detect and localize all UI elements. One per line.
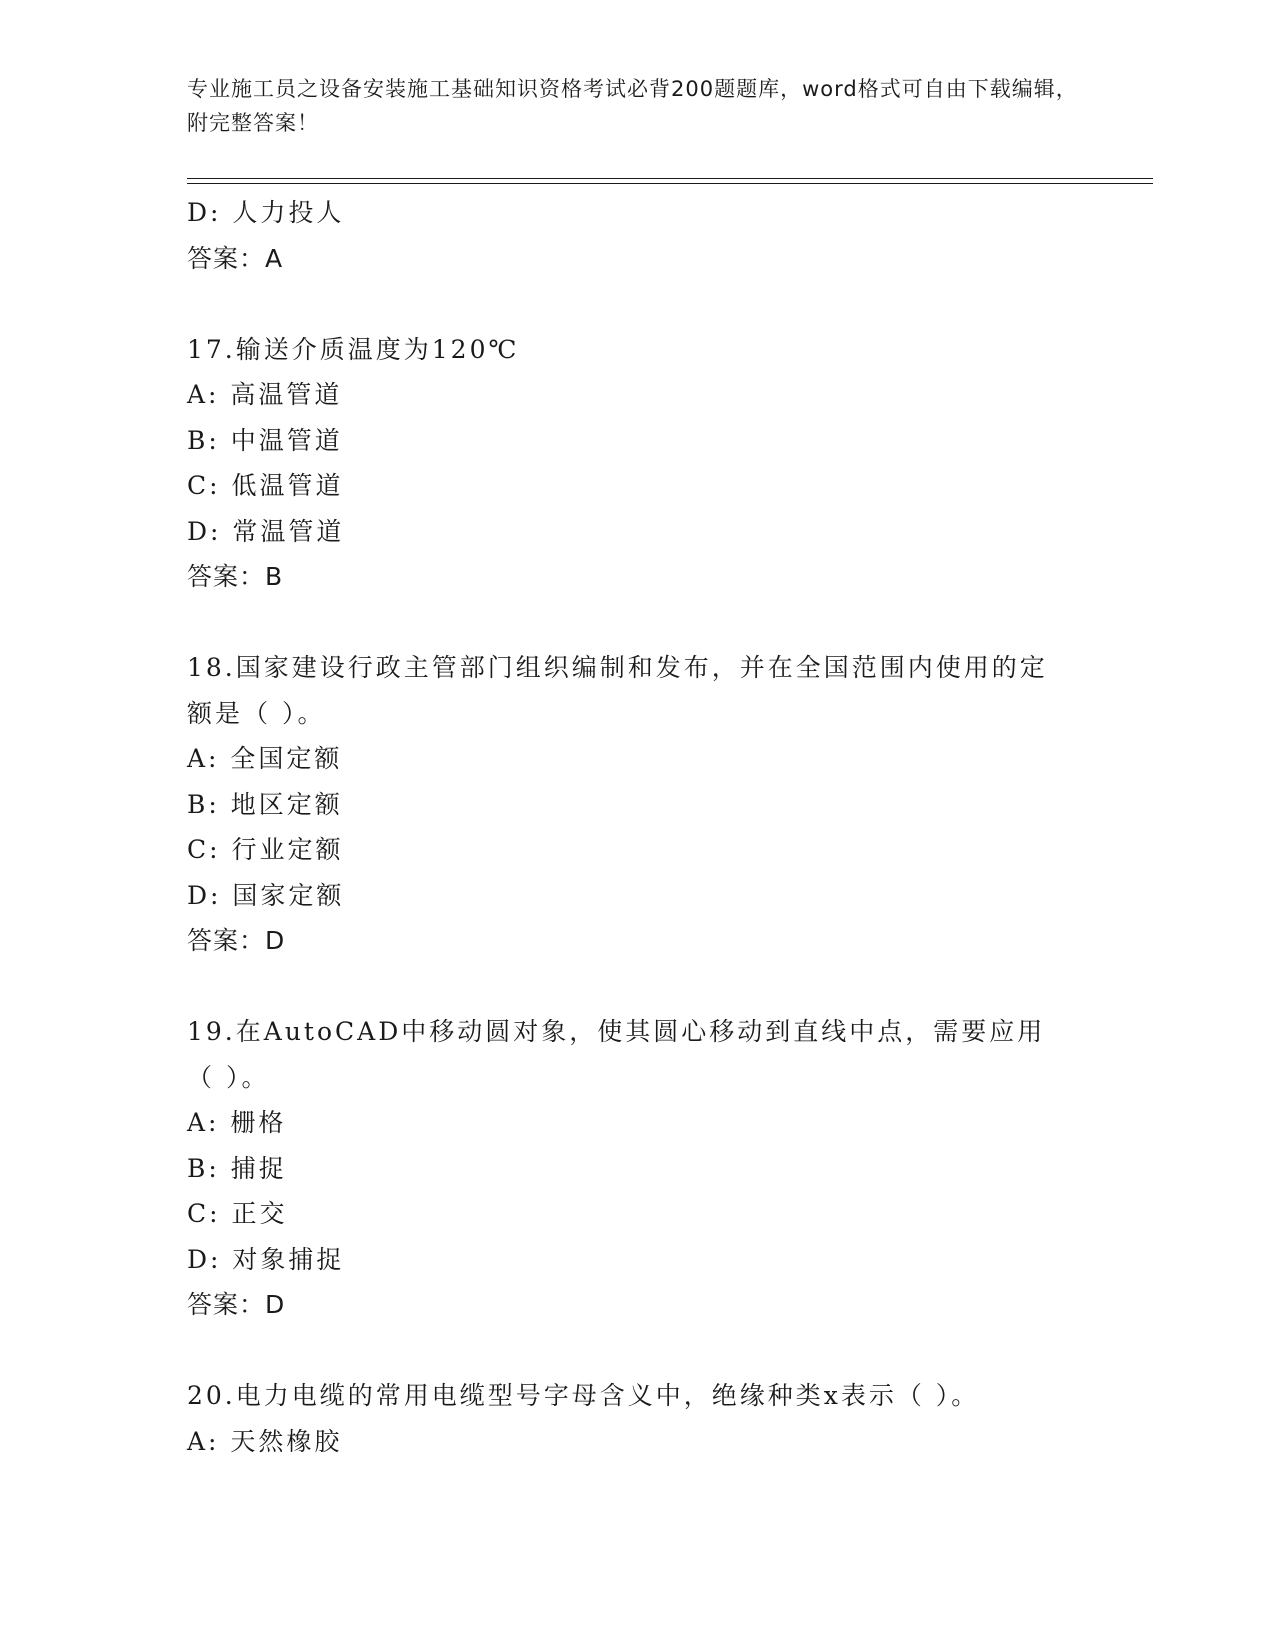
answer: 答案：D — [187, 926, 286, 955]
document-header: 专业施工员之设备安装施工基础知识资格考试必背200题题库，word格式可自由下载编辑，附完整答案！ — [187, 77, 1078, 135]
option-b: B: 中温管道 — [187, 425, 343, 455]
prev-option-d: D: 人力投人 — [187, 198, 345, 227]
prev-answer: 答案：A — [187, 243, 284, 273]
question-stem: 19.在AutoCAD中移动圆对象，使其圆心移动到直线中点，需要应用（ ）。 — [187, 1017, 1046, 1092]
option-a: A: 全国定额 — [187, 744, 343, 773]
question-18 — [187, 645, 1087, 964]
option-a: A: 天然橡胶 — [187, 1426, 343, 1456]
question-list — [187, 190, 1087, 1464]
header-rule-top — [187, 178, 1153, 179]
answer: 答案：B — [187, 562, 284, 591]
option-a: A: 高温管道 — [187, 380, 343, 409]
question-19 — [187, 1009, 1087, 1328]
question-stem: 17.输送介质温度为120℃ — [187, 334, 520, 364]
option-d: D: 常温管道 — [187, 516, 345, 546]
question-17 — [187, 327, 1087, 600]
question-20 — [187, 1373, 1087, 1464]
option-d: D: 国家定额 — [187, 880, 345, 910]
option-a: A: 栅格 — [187, 1108, 287, 1137]
option-d: D: 对象捕捉 — [187, 1244, 345, 1274]
option-b: B: 地区定额 — [187, 789, 343, 819]
option-b: B: 捕捉 — [187, 1153, 287, 1183]
option-c: C: 正交 — [187, 1199, 288, 1228]
option-c: C: 行业定额 — [187, 835, 344, 864]
question-stem: 18.国家建设行政主管部门组织编制和发布，并在全国范围内使用的定额是（ ）。 — [187, 653, 1048, 728]
option-c: C: 低温管道 — [187, 471, 344, 500]
header-rule-bottom — [187, 183, 1153, 184]
question-stem: 20.电力电缆的常用电缆型号字母含义中，绝缘种类x表示（ ）。 — [187, 1381, 980, 1410]
answer: 答案：D — [187, 1290, 286, 1319]
